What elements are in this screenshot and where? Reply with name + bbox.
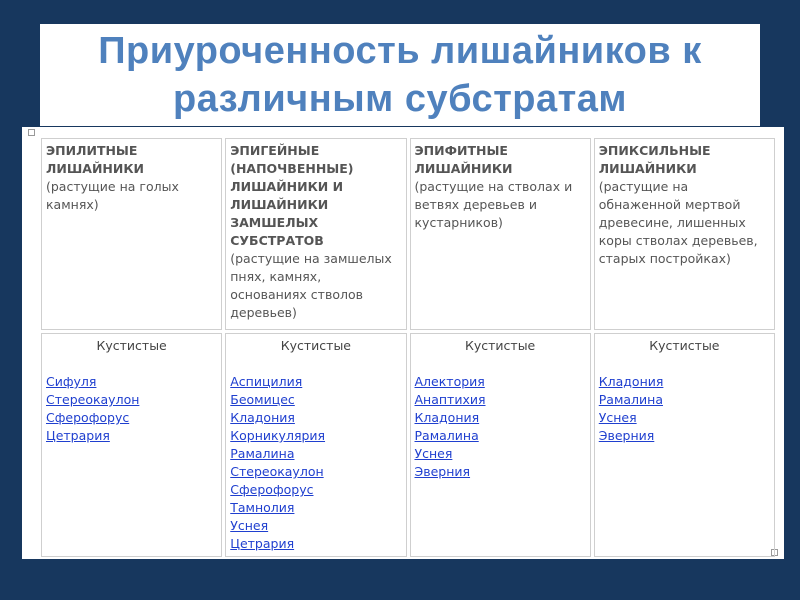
genus-link[interactable]: Стереокаулон [230,464,324,479]
table-header-row [41,138,775,330]
genus-link[interactable]: Рамалина [414,428,479,443]
table-body-row [41,333,775,557]
genus-link[interactable]: Уснея [414,446,453,461]
genus-link[interactable]: Сифуля [46,374,97,389]
category-label: ЭПИФИТНЫЕ ЛИШАЙНИКИ [414,143,513,176]
growth-form-label: Кустистые [464,338,536,353]
genus-link[interactable]: Рамалина [598,392,663,407]
genus-link[interactable]: Корникулярия [230,428,326,443]
growth-form-label: Кустистые [280,338,351,353]
genus-link[interactable]: Сферофорус [46,410,130,425]
title-line-2: различным субстратам [172,78,627,120]
genus-link[interactable]: Кладония [598,374,664,389]
genus-link[interactable]: Уснея [598,410,637,425]
category-label: ЭПИЛИТНЫЕ ЛИШАЙНИКИ [46,143,145,176]
lichen-substrate-table [38,135,778,560]
genus-link[interactable]: Аспицилия [230,374,303,389]
genus-link[interactable]: Кладония [414,410,480,425]
embedded-table-sheet [22,127,784,559]
growth-form-label: Кустистые [649,338,720,353]
genus-link[interactable]: Эверния [414,464,471,479]
category-description: (растущие на замшелых пнях, камнях, основаниях стволов деревьев) [230,251,392,320]
body-cell-epilithic [41,333,222,557]
header-cell-epigeic [225,138,406,330]
category-label: ЭПИКСИЛЬНЫЕ ЛИШАЙНИКИ [598,143,711,176]
growth-form-label: Кустистые [96,338,167,353]
category-description: (растущие на голых камнях) [46,179,179,212]
genus-link[interactable]: Кладония [230,410,295,425]
header-cell-epixylic [594,138,775,330]
body-cell-epixylic [594,333,775,557]
genus-link[interactable]: Алектория [414,374,485,389]
genus-link[interactable]: Сферофорус [230,482,314,497]
genus-link[interactable]: Цетрария [230,536,295,551]
genus-link[interactable]: Эверния [598,428,655,443]
genus-link[interactable]: Анаптихия [414,392,486,407]
category-label: ЭПИГЕЙНЫЕ (НАПОЧВЕННЫЕ) ЛИШАЙНИКИ И ЛИШАЙНИКИ ЗАМШЕЛЫХ СУБСТРАТОВ [230,143,354,248]
slide-title [98,27,702,123]
category-description: (растущие на обнаженной мертвой древесине, лишенных коры стволах деревьев, старых постройках) [598,179,758,266]
genus-link[interactable]: Цетрария [46,428,110,443]
genus-link[interactable]: Уснея [230,518,269,533]
title-line-1: Приуроченность лишайников к [98,30,702,72]
body-cell-epiphytic [410,333,591,557]
body-cell-epigeic [225,333,406,557]
genus-link[interactable]: Стереокаулон [46,392,140,407]
genus-link[interactable]: Рамалина [230,446,295,461]
header-cell-epilithic [41,138,222,330]
resize-handle-top-left[interactable] [28,129,35,136]
category-description: (растущие на стволах и ветвях деревьев и кустарников) [414,179,573,230]
genus-link[interactable]: Тамнолия [230,500,295,515]
header-cell-epiphytic [410,138,591,330]
title-box [40,24,760,126]
genus-link[interactable]: Беомицес [230,392,295,407]
